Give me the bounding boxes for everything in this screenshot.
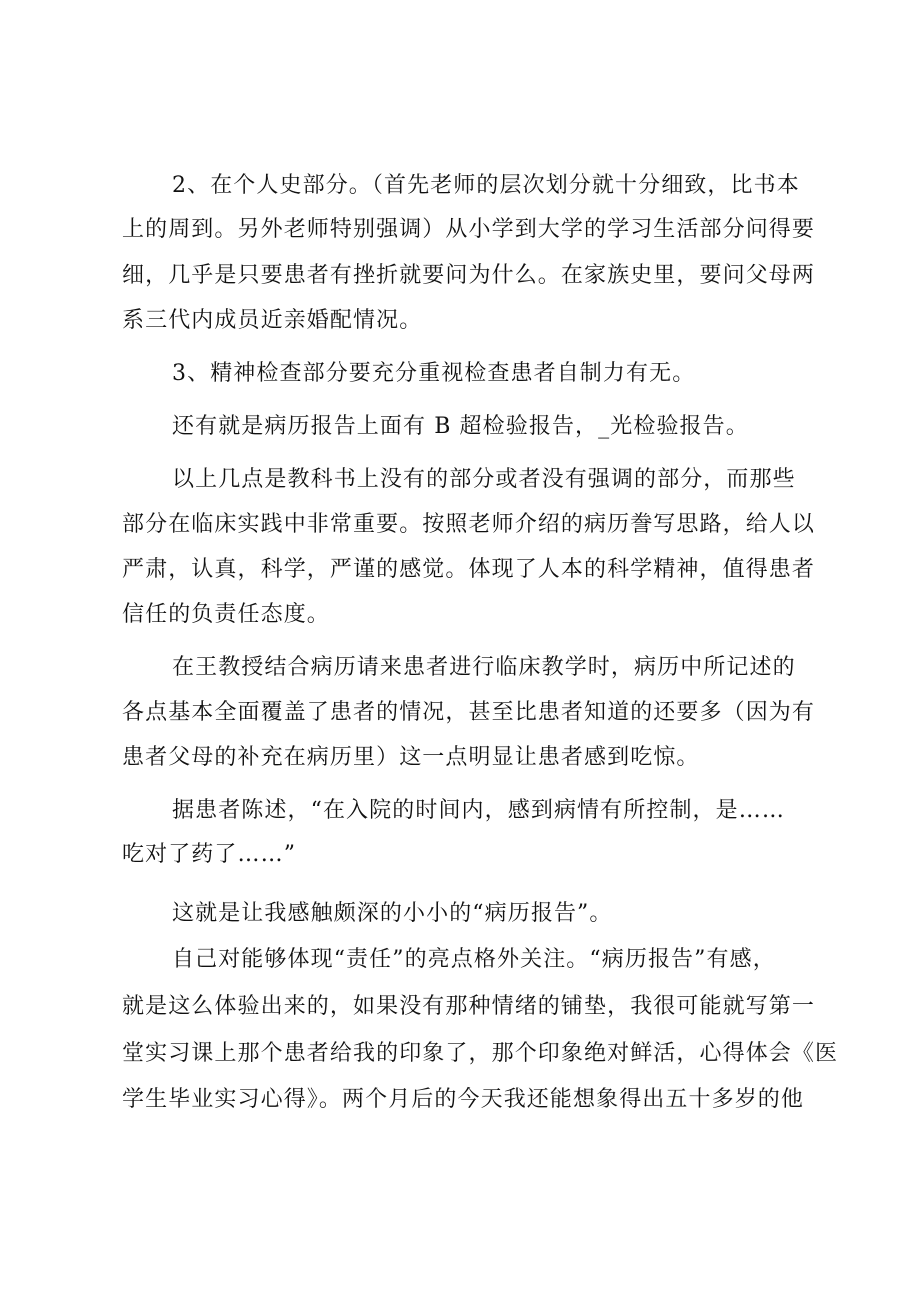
paragraph-6-line-1: 据患者陈述，“在入院的时间内，感到病情有所控制，是…… <box>172 798 785 823</box>
paragraph-8-line-1: 自己对能够体现“责任”的亮点格外关注。“病历报告”有感， <box>172 947 776 972</box>
paragraph-5-line-3: 患者父母的补充在病历里）这一点明显让患者感到吃惊。 <box>122 745 700 770</box>
paragraph-1-line-1: 2、在个人史部分。（首先老师的层次划分就十分细致，比书本 <box>172 173 800 198</box>
paragraph-6-line-2: 吃对了药了……” <box>122 842 297 867</box>
paragraph-1-line-3: 细，几乎是只要患者有挫折就要问为什么。在家族史里，要问父母两 <box>122 263 816 288</box>
paragraph-5-line-1: 在王教授结合病历请来患者进行临床教学时，病历中所记述的 <box>172 655 796 680</box>
paragraph-4-line-1: 以上几点是教科书上没有的部分或者没有强调的部分，而那些 <box>172 467 796 492</box>
paragraph-3-line-1: 还有就是病历报告上面有 B 超检验报告，_光检验报告。 <box>172 414 749 439</box>
paragraph-4-line-2: 部分在临床实践中非常重要。按照老师介绍的病历誊写思路，给人以 <box>122 512 816 537</box>
paragraph-4-line-3: 严肃，认真，科学，严谨的感觉。体现了人本的科学精神，值得患者 <box>122 557 816 582</box>
paragraph-4-line-4: 信任的负责任态度。 <box>122 602 330 627</box>
paragraph-5-line-2: 各点基本全面覆盖了患者的情况，甚至比患者知道的还要多（因为有 <box>122 700 816 725</box>
paragraph-1-line-4: 系三代内成员近亲婚配情况。 <box>122 308 423 333</box>
paragraph-8-line-3: 堂实习课上那个患者给我的印象了，那个印象绝对鲜活，心得体会《医 <box>122 1041 839 1066</box>
paragraph-7-line-1: 这就是让我感触颇深的小小的“病历报告”。 <box>172 901 613 926</box>
paragraph-1-line-2: 上的周到。另外老师特别强调）从小学到大学的学习生活部分问得要 <box>122 217 816 242</box>
paragraph-2-line-1: 3、精神检查部分要充分重视检查患者自制力有无。 <box>172 361 696 386</box>
paragraph-8-line-2: 就是这么体验出来的，如果没有那种情绪的铺垫，我很可能就写第一 <box>122 994 816 1019</box>
paragraph-8-line-4: 学生毕业实习心得》。两个月后的今天我还能想象得出五十多岁的他 <box>122 1087 805 1112</box>
